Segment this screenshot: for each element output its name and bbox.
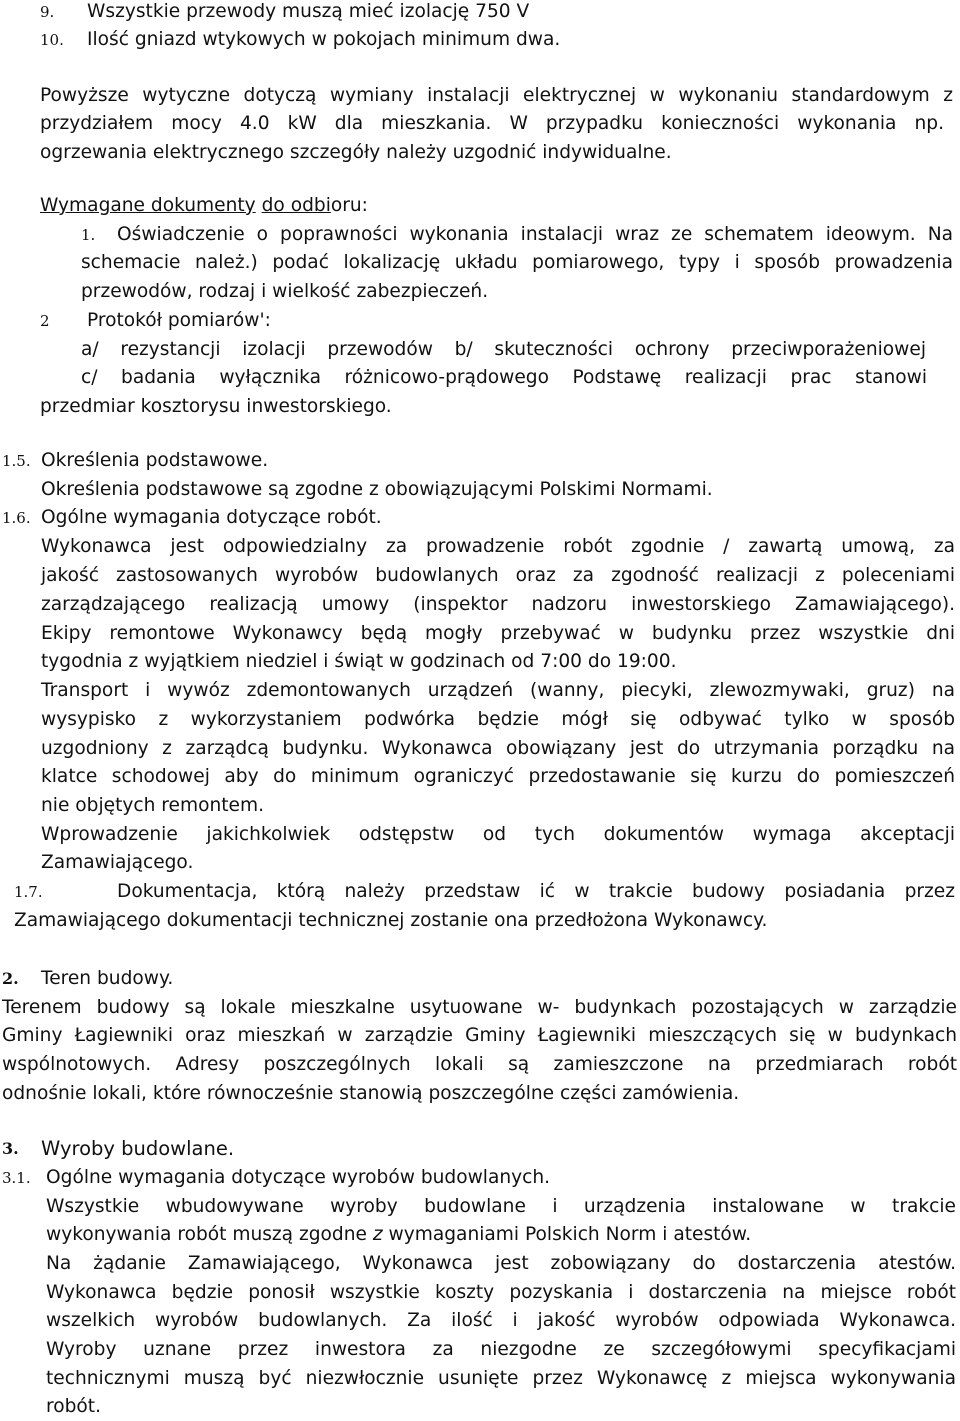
text-line: Wykonawca jest odpowiedzialny za prowadzenie robót zgodnie / zawartą umową, za	[41, 536, 955, 557]
text-part: wykonywania robót muszą zgodne	[46, 1224, 373, 1245]
text-line: Zamawiającego.	[41, 852, 194, 873]
text-line: przydziałem mocy 4.0 kW dla mieszkania. W przypadku konieczności wykonania np.	[40, 113, 944, 134]
section-number: 1.6.	[2, 509, 31, 527]
text-line: Wszystkie wbudowywane wyroby budowlane i urządzenia instalowane w trakcie	[46, 1196, 956, 1217]
item-number: 1.	[81, 226, 96, 244]
section-number: 3.1.	[2, 1169, 31, 1187]
heading-part: Wymagane dokumenty	[40, 195, 256, 216]
text-line: Powyższe wytyczne dotyczą wymiany instalacji elektrycznej w wykonaniu standardowym z	[40, 85, 953, 106]
text-line: Terenem budowy są lokale mieszkalne usytuowane w- budynkach pozostających w zarządzie	[2, 997, 957, 1018]
section-title: Teren budowy.	[41, 968, 174, 989]
text-line: klatce schodowej aby do minimum ograniczyć przedostawanie się kurzu do pomieszczeń	[41, 766, 955, 787]
text-line: uzgodniony z zarządcą budynku. Wykonawca obowiązany jest do utrzymania porządku na	[41, 738, 955, 759]
text-line	[46, 1221, 751, 1249]
section-title: Określenia podstawowe.	[41, 450, 269, 471]
text-line: Określenia podstawowe są zgodne z obowiązującymi Polskimi Normami.	[41, 479, 713, 500]
text-line: Protokół pomiarów':	[87, 310, 271, 331]
text-part: z	[372, 1224, 383, 1245]
text-line: jakość zastosowanych wyrobów budowlanych oraz za zgodność realizacji z poleceniami	[41, 565, 955, 586]
text-line: Gminy Łagiewniki oraz mieszkań w zarządzie Gminy Łagiewniki mieszczących się w budynkach	[2, 1025, 957, 1046]
item-number: 9.	[40, 3, 55, 21]
section-title: Ogólne wymagania dotyczące wyrobów budowlanych.	[46, 1167, 551, 1188]
text-line: Ilość gniazd wtykowych w pokojach minimum dwa.	[87, 29, 561, 50]
text-line: przedmiar kosztorysu inwestorskiego.	[40, 396, 392, 417]
documents-heading	[40, 192, 368, 220]
text-line: Transport i wywóz zdemontowanych urządzeń (wanny, piecyki, zlewozmywaki, gruz) na	[41, 680, 955, 701]
text-line: Na żądanie Zamawiającego, Wykonawca jest zobowiązany do dostarczenia atestów.	[46, 1253, 956, 1274]
text-line: odnośnie lokali, które równocześnie stanowią poszczególne części zamówienia.	[2, 1083, 740, 1104]
text-line: technicznymi muszą być niezwłocznie usunięte przez Wykonawcę z miejsca wykonywania	[46, 1368, 956, 1389]
section-title: Wyroby budowlane.	[41, 1137, 235, 1160]
text-line: a/ rezystancji izolacji przewodów b/ skuteczności ochrony przeciwporażeniowej	[81, 339, 926, 360]
section-number: 1.5.	[2, 452, 31, 470]
text-line: Wykonawca będzie ponosił wszystkie koszty pozyskania i dostarczenia na miejsce robót	[46, 1282, 956, 1303]
text-line: tygodnia z wyjątkiem niedziel i świąt w godzinach od 7:00 do 19:00.	[41, 651, 677, 672]
text-line: c/ badania wyłącznika różnicowo-prądowego Podstawę realizacji prac stanowi	[81, 367, 927, 388]
text-line: schemacie należ.) podać lokalizację układu pomiarowego, typy i sposób prowadzenia	[81, 252, 953, 273]
item-number: 2	[40, 312, 50, 330]
text-line: Oświadczenie o poprawności wykonania instalacji wraz ze schematem ideowym. Na	[117, 224, 953, 245]
heading-part: do odbi	[261, 195, 331, 216]
text-line: Wyroby uznane przez inwestora za niezgodne ze szczegółowymi specyfikacjami	[46, 1339, 956, 1360]
text-line: Dokumentacja, którą należy przedstaw ić w trakcie budowy posiadania przez	[117, 881, 955, 902]
text-line: wspólnotowych. Adresy poszczególnych lokali są zamieszczone na przedmiarach robót	[2, 1054, 957, 1075]
text-line: Wprowadzenie jakichkolwiek odstępstw od tych dokumentów wymaga akceptacji	[41, 824, 955, 845]
text-line: wszelkich wyrobów budowlanych. Za ilość i jakość wyrobów odpowiada Wykonawca.	[46, 1310, 956, 1331]
section-title: Ogólne wymagania dotyczące robót.	[41, 507, 382, 528]
text-line: Ekipy remontowe Wykonawcy będą mogły przebywać w budynku przez wszystkie dni	[41, 623, 955, 644]
text-line: ogrzewania elektrycznego szczegóły należy uzgodnić indywidualne.	[40, 142, 672, 163]
heading-part: oru:	[330, 195, 368, 216]
text-line: przewodów, rodzaj i wielkość zabezpieczeń.	[81, 281, 489, 302]
section-number: 1.7.	[14, 883, 43, 901]
text-line: Zamawiającego dokumentacji technicznej zostanie ona przedłożona Wykonawcy.	[14, 910, 768, 931]
section-number: 3.	[2, 1139, 19, 1158]
text-line: Wszystkie przewody muszą mieć izolację 750 V	[87, 1, 530, 22]
section-number: 2.	[2, 969, 19, 988]
text-part: wymaganiami Polskich Norm i atestów.	[382, 1224, 752, 1245]
item-number: 10.	[40, 31, 64, 49]
text-line: wysypisko z wykorzystaniem podwórka będzie mógł się odbywać tylko w sposób	[41, 709, 955, 730]
text-line: nie objętych remontem.	[41, 795, 264, 816]
text-line: zarządzającego realizacją umowy (inspektor nadzoru inwestorskiego Zamawiającego).	[41, 594, 955, 615]
text-line: robót.	[46, 1396, 101, 1417]
